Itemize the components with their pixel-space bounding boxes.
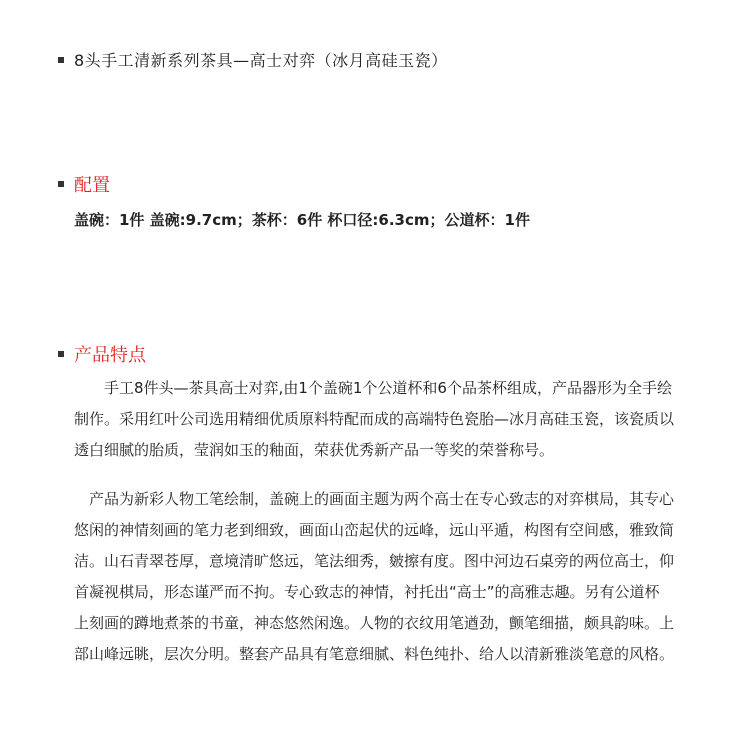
bullet-square-icon bbox=[58, 181, 64, 187]
features-paragraph-1: 手工8件头—茶具高士对弈,由1个盖碗1个公道杯和6个品茶杯组成，产品器形为全手绘制作。采用红叶公司选用精细优质原料特配而成的高端特色瓷胎—冰月高硅玉瓷，该瓷质以透白细腻的胎质，莹润如玉的釉面，荣获优秀新产品一等奖的荣誉称号。 bbox=[74, 379, 675, 459]
config-spec: 盖碗：1件 盖碗:9.7cm；茶杯：6件 杯口径:6.3cm；公道杯：1件 bbox=[74, 211, 530, 229]
bullet-square-icon bbox=[58, 57, 64, 63]
product-title-row bbox=[58, 48, 448, 71]
features-paragraph-2: 产品为新彩人物工笔绘制，盖碗上的画面主题为两个高士在专心致志的对弈棋局，其专心悠闲的神情刻画的笔力老到细致，画面山峦起伏的远峰，远山平遁，构图有空间感，雅致简洁。山石青翠苍厚，意境清旷悠远，笔法细秀，皴擦有度。图中河边石桌旁的两位高士，仰首凝视棋局，形态谨严而不拘。专心致志的神情，衬托出“高士”的高雅志趣。另有公道杯上刻画的蹲地煮茶的书童，神态悠然闲逸。人物的衣纹用笔遒劲，颤笔细描，颇具韵味。上部山峰远眺，层次分明。整套产品具有笔意细腻、料色纯扑、给人以清新雅淡笔意的风格。 bbox=[74, 490, 675, 663]
bullet-square-icon bbox=[58, 351, 64, 357]
config-heading-row bbox=[58, 171, 110, 197]
features-heading: 产品特点 bbox=[74, 345, 146, 366]
features-heading-row bbox=[58, 341, 146, 367]
product-title: 8头手工清新系列茶具—高士对弈（冰月高硅玉瓷） bbox=[74, 51, 448, 70]
config-heading: 配置 bbox=[74, 175, 110, 196]
